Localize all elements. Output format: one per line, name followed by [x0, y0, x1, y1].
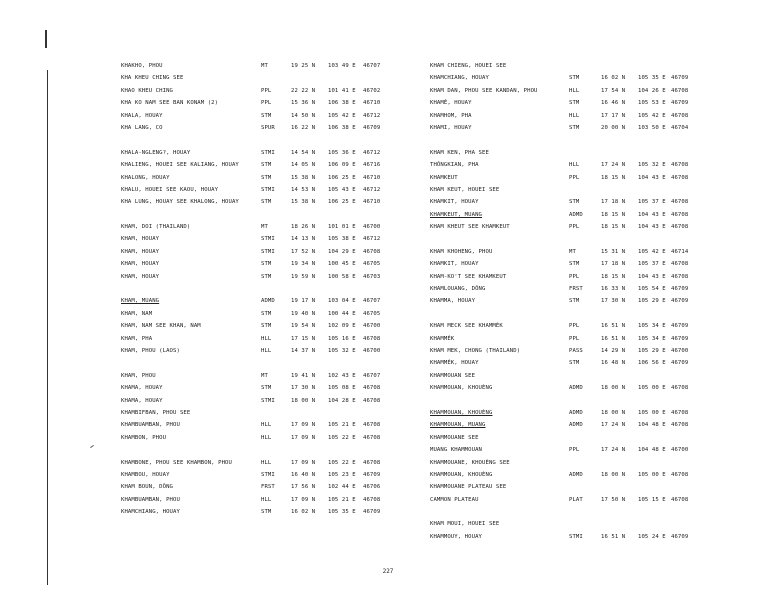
entry-name: KHAMBIFBAN, PHOU SEE [121, 409, 191, 416]
entry-sheet: 46709 [671, 335, 689, 342]
entry-name: KHAMLOUANG, DÔNG [430, 286, 486, 293]
entry-lat: 17 50 N [601, 496, 626, 503]
entry-sheet: 46700 [671, 347, 689, 354]
entry-code: MT [261, 372, 268, 379]
entry-name: KHALA, HOUAY [121, 112, 163, 119]
entry-name: KHA KHEU CHING SEE [121, 75, 184, 82]
entry-lat: 17 30 N [291, 385, 316, 392]
entry-sheet: 46710 [363, 174, 381, 181]
entry-lon: 105 42 E [638, 248, 666, 255]
entry-name: KHAO KHEU CHING [121, 87, 174, 94]
entry-lat: 14 13 N [291, 236, 316, 243]
entry-lat: 17 24 N [601, 447, 626, 454]
entry-code: STM [261, 273, 272, 280]
entry-name: KHA LUNG, HOUAY SEE KHALONG, HOUAY [121, 199, 239, 206]
entry-name: KHAM, HOUAY [121, 273, 160, 280]
entry-lon: 105 24 E [638, 533, 666, 540]
entry-code: ADMD [569, 409, 583, 416]
entry-sheet: 46708 [363, 434, 381, 441]
entry-name: KHAM CHIENG, HOUEI SEE [430, 63, 507, 69]
entry-lon: 105 29 E [638, 347, 666, 354]
entry-lat: 15 36 N [291, 100, 316, 107]
entry-lon: 100 58 E [328, 273, 356, 280]
entry-name: MUANG KHAMMOUAN [430, 447, 483, 454]
entry-code: HLL [261, 335, 272, 342]
entry-lat: 18 15 N [601, 211, 626, 218]
entry-lat: 19 40 N [291, 310, 316, 317]
entry-name: KHAMBUAMBAN, PHOU [121, 422, 180, 429]
entry-name: KHAM DAN, PHOU SEE KANDAN, PHOU [430, 87, 538, 94]
entry-lon: 105 15 E [638, 496, 666, 503]
entry-name: KHAMMOUAN, KHOUÈNG [430, 409, 493, 416]
entry-name: KHAMMA, HOUAY [430, 298, 476, 305]
entry-code: STM [261, 162, 272, 169]
entry-lat: 18 00 N [601, 409, 626, 416]
entry-lon: 104 48 E [638, 422, 666, 429]
entry-name: KHAMHOM, PHA [430, 112, 472, 119]
entry-name: KHAMCHIANG, HOUAY [430, 75, 489, 82]
entry-code: MT [569, 248, 576, 255]
entry-code: STM [261, 310, 272, 317]
entry-lat: 19 59 N [291, 273, 316, 280]
entry-lon: 105 37 E [638, 261, 666, 268]
entry-name: KHAMI, HOUAY [430, 124, 472, 131]
entry-lat: 22 22 N [291, 87, 316, 94]
entry-sheet: 46702 [363, 87, 381, 94]
entry-lon: 104 43 E [638, 174, 666, 181]
entry-lat: 17 17 N [601, 112, 626, 119]
entry-name: KHAMKIT, HOUAY [430, 261, 479, 268]
entry-name: KHAM, HOUAY [121, 236, 160, 243]
entry-sheet: 46705 [363, 310, 381, 317]
entry-code: SPUR [261, 124, 275, 131]
entry-sheet: 46707 [363, 372, 381, 379]
entry-name: KHAMA, HOUAY [121, 397, 163, 404]
entry-lat: 17 18 N [601, 199, 626, 206]
entry-sheet: 46703 [363, 273, 381, 280]
entry-lat: 16 51 N [601, 335, 626, 342]
entry-name: KHAMKEUT, MUANG [430, 211, 483, 218]
entry-name: KHAM BOUN, DÔNG [121, 484, 174, 491]
entry-code: PPL [569, 447, 580, 454]
entry-lon: 104 48 E [638, 447, 666, 454]
entry-code: STMI [261, 186, 275, 193]
entry-lat: 18 00 N [601, 385, 626, 392]
entry-code: STM [569, 360, 580, 367]
entry-name: KHAM KHEUT SEE KHAMKEUT [430, 224, 510, 231]
entry-lon: 105 32 E [328, 347, 356, 354]
entry-lat: 17 54 N [601, 87, 626, 94]
entry-lon: 102 44 E [328, 484, 356, 491]
entry-lat: 20 00 N [601, 124, 626, 131]
entry-code: HLL [261, 459, 272, 466]
entry-sheet: 46706 [363, 484, 381, 491]
entry-name: KHAMBOU, HOUAY [121, 471, 170, 478]
entry-sheet: 46708 [671, 422, 689, 429]
entry-lon: 105 38 E [328, 236, 356, 243]
entry-code: HLL [261, 347, 272, 354]
entry-sheet: 46712 [363, 236, 381, 243]
entry-code: STMI [261, 149, 275, 156]
entry-sheet: 46708 [363, 496, 381, 503]
entry-sheet: 46708 [363, 248, 381, 255]
entry-sheet: 46708 [671, 87, 689, 94]
entry-code: STM [261, 323, 272, 330]
entry-name: KHAM, DOI (THAILAND) [121, 224, 191, 231]
entry-code: HLL [569, 87, 580, 94]
entry-code: MT [261, 63, 268, 69]
entry-lat: 19 54 N [291, 323, 316, 330]
entry-name: KHALA-NGLENG?, HOUAY [121, 149, 191, 156]
entry-name: KHAM MOUI, HOUEI SEE [430, 521, 500, 528]
entry-sheet: 46707 [363, 63, 381, 69]
entry-sheet: 46704 [671, 124, 689, 131]
entry-sheet: 46700 [363, 347, 381, 354]
margin-mark [45, 30, 47, 48]
entry-lat: 14 29 N [601, 347, 626, 354]
entry-code: PPL [569, 335, 580, 342]
entry-code: HLL [261, 496, 272, 503]
entry-code: STMI [569, 533, 583, 540]
entry-name: KHAM, HOUAY [121, 261, 160, 268]
entry-lon: 105 34 E [638, 323, 666, 330]
entry-lat: 14 05 N [291, 162, 316, 169]
entry-lat: 17 09 N [291, 459, 316, 466]
entry-lat: 15 38 N [291, 174, 316, 181]
entry-name: KHAMKIT, HOUAY [430, 199, 479, 206]
entry-name: KHAMMOUANE PLATEAU SEE [430, 484, 507, 491]
entry-lat: 16 51 N [601, 533, 626, 540]
entry-lon: 105 35 E [638, 75, 666, 82]
entry-name: KHAM, PHA [121, 335, 153, 342]
entry-lat: 17 18 N [601, 261, 626, 268]
entry-code: STM [261, 261, 272, 268]
entry-sheet: 46709 [671, 100, 689, 107]
entry-lat: 19 34 N [291, 261, 316, 268]
entry-code: MT [261, 224, 268, 231]
entry-lon: 105 36 E [328, 149, 356, 156]
entry-name: KHAMMOUY, HOUAY [430, 533, 483, 540]
entry-sheet: 46708 [671, 174, 689, 181]
entry-sheet: 46709 [671, 323, 689, 330]
entry-code: STM [569, 298, 580, 305]
entry-lon: 104 26 E [638, 87, 666, 94]
entry-name: KHAMKEUT [430, 174, 458, 181]
entry-lon: 103 04 E [328, 298, 356, 305]
entry-code: PPL [569, 273, 580, 280]
entry-lat: 17 09 N [291, 422, 316, 429]
entry-lon: 101 41 E [328, 87, 356, 94]
entry-lat: 17 24 N [601, 162, 626, 169]
entry-sheet: 46709 [671, 360, 689, 367]
entry-name: KHALU, HOUEI SEE KAOU, HOUAY [121, 186, 219, 193]
entry-sheet: 46712 [363, 186, 381, 193]
entry-sheet: 46708 [671, 273, 689, 280]
entry-code: STMI [261, 471, 275, 478]
entry-name: KHAM KEN, PHA SEE [430, 149, 489, 156]
entry-sheet: 46709 [363, 509, 381, 516]
entry-lon: 105 35 E [328, 509, 356, 516]
entry-sheet: 46700 [671, 447, 689, 454]
entry-code: ADMD [569, 471, 583, 478]
entry-lon: 105 00 E [638, 385, 666, 392]
entry-name: KHAM, PHOU (LAOS) [121, 347, 180, 354]
entry-name: KHAM, NAM [121, 310, 153, 317]
entry-code: STM [569, 75, 580, 82]
entry-name: CAMMON PLATEAU [430, 496, 479, 503]
entry-name: KHAMÊ, HOUAY [430, 100, 472, 107]
entry-lat: 18 15 N [601, 224, 626, 231]
entry-sheet: 46708 [671, 224, 689, 231]
entry-lat: 16 02 N [601, 75, 626, 82]
entry-code: STMI [261, 248, 275, 255]
entry-lon: 105 23 E [328, 471, 356, 478]
entry-lat: 15 38 N [291, 199, 316, 206]
entry-lat: 15 31 N [601, 248, 626, 255]
entry-lat: 14 50 N [291, 112, 316, 119]
page-number: 227 [382, 568, 394, 575]
entry-sheet: 46709 [671, 75, 689, 82]
entry-lon: 102 43 E [328, 372, 356, 379]
entry-name: KHAM, HOUAY [121, 248, 160, 255]
entry-name: KHAMBONE, PHOU SEE KHAMBON, PHOU [121, 459, 232, 466]
entry-lon: 105 00 E [638, 409, 666, 416]
entry-name: KHAMMÉK, HOUAY [430, 360, 479, 367]
entry-code: PPL [569, 174, 580, 181]
entry-name: KHAMMOUANE SEE [430, 434, 479, 441]
entry-name: KHA LANG, CO [121, 124, 163, 131]
entry-name: KHAMA, HOUAY [121, 385, 163, 392]
entry-code: STM [569, 199, 580, 206]
entry-lat: 17 09 N [291, 434, 316, 441]
entry-name: KHAM KEUT, HOUEI SEE [430, 186, 500, 193]
entry-lon: 106 25 E [328, 174, 356, 181]
entry-name: KHAKHO, PHOU [121, 63, 163, 69]
entry-name: THÔNGKIAN, PHA [430, 162, 479, 169]
entry-name: KHAMMOUAN SEE [430, 372, 476, 379]
entry-sheet: 46709 [671, 286, 689, 293]
entry-code: ADMD [569, 422, 583, 429]
entry-sheet: 46708 [671, 496, 689, 503]
entry-code: STM [261, 509, 272, 516]
entry-code: STM [261, 385, 272, 392]
entry-name: KHAM MECK SEE KHAMMÉK [430, 323, 503, 330]
entry-lat: 17 15 N [291, 335, 316, 342]
entry-lon: 105 32 E [638, 162, 666, 169]
entry-sheet: 46709 [671, 298, 689, 305]
entry-lat: 16 22 N [291, 124, 316, 131]
entry-lon: 105 43 E [328, 186, 356, 193]
entry-lon: 104 43 E [638, 273, 666, 280]
entry-lon: 103 49 E [328, 63, 356, 69]
entry-sheet: 46705 [363, 261, 381, 268]
entry-code: HLL [569, 112, 580, 119]
entry-sheet: 46708 [671, 162, 689, 169]
entry-lat: 14 37 N [291, 347, 316, 354]
entry-lon: 105 34 E [638, 335, 666, 342]
entry-lon: 106 25 E [328, 199, 356, 206]
entry-lat: 16 51 N [601, 323, 626, 330]
entry-lon: 105 54 E [638, 286, 666, 293]
entry-name: KHAM, NAM SEE KHAN, NAM [121, 323, 201, 330]
entry-code: STMI [261, 397, 275, 404]
entry-lon: 106 38 E [328, 100, 356, 107]
entry-code: STM [261, 199, 272, 206]
entry-sheet: 46712 [363, 112, 381, 119]
entry-lat: 17 30 N [601, 298, 626, 305]
entry-code: ADMD [261, 298, 275, 305]
entry-lat: 18 00 N [291, 397, 316, 404]
entry-lon: 105 22 E [328, 459, 356, 466]
entry-sheet: 46700 [363, 323, 381, 330]
entry-lon: 105 42 E [328, 112, 356, 119]
entry-sheet: 46708 [671, 112, 689, 119]
entry-lon: 101 01 E [328, 224, 356, 231]
entry-lon: 104 28 E [328, 397, 356, 404]
entry-sheet: 46710 [363, 100, 381, 107]
entry-lat: 17 52 N [291, 248, 316, 255]
entry-lat: 17 24 N [601, 422, 626, 429]
entry-lat: 16 02 N [291, 509, 316, 516]
entry-name: KHAMMÉK [430, 335, 455, 342]
entry-name: KHALIENG, HOUEI SEE KALIANG, HOUAY [121, 162, 239, 169]
entry-sheet: 46710 [363, 199, 381, 206]
entry-code: PPL [261, 100, 272, 107]
entry-code: ADMD [569, 211, 583, 218]
entry-code: PPL [569, 224, 580, 231]
entry-lon: 105 42 E [638, 112, 666, 119]
entry-lat: 19 17 N [291, 298, 316, 305]
entry-name: KHAMMOUAN, KHOUÈNG [430, 385, 493, 392]
entry-code: FRST [569, 286, 583, 293]
entry-lon: 100 44 E [328, 310, 356, 317]
entry-code: PPL [261, 87, 272, 94]
entry-sheet: 46716 [363, 162, 381, 169]
entry-sheet: 46709 [363, 124, 381, 131]
entry-code: STM [261, 112, 272, 119]
entry-lon: 105 53 E [638, 100, 666, 107]
entry-name: KHAMBON, PHOU [121, 434, 167, 441]
entry-lat: 19 41 N [291, 372, 316, 379]
entry-name: KHAMBUAMBAN, PHOU [121, 496, 180, 503]
entry-lat: 16 46 N [601, 100, 626, 107]
entry-lat: 18 15 N [601, 273, 626, 280]
entry-lon: 104 43 E [638, 224, 666, 231]
entry-sheet: 46707 [363, 298, 381, 305]
entry-name: KHAMMOUANE, KHOUÈNG SEE [430, 459, 510, 466]
entry-code: HLL [261, 434, 272, 441]
entry-lon: 106 38 E [328, 124, 356, 131]
entry-lon: 105 29 E [638, 298, 666, 305]
entry-code: STM [261, 174, 272, 181]
entry-sheet: 46708 [363, 422, 381, 429]
entry-lat: 16 33 N [601, 286, 626, 293]
entry-sheet: 46708 [363, 459, 381, 466]
entry-lon: 106 09 E [328, 162, 356, 169]
entry-code: HLL [569, 162, 580, 169]
entry-code: STM [569, 100, 580, 107]
entry-sheet: 46708 [671, 385, 689, 392]
binding-line [47, 70, 48, 585]
entry-name: KHAM-KO'T SEE KHAMKEUT [430, 273, 507, 280]
entry-name: KHAM, MUANG [121, 298, 160, 305]
entry-sheet: 46709 [671, 533, 689, 540]
entry-lat: 17 09 N [291, 496, 316, 503]
entry-lon: 104 43 E [638, 211, 666, 218]
entry-sheet: 46714 [671, 248, 689, 255]
entry-lat: 18 00 N [601, 471, 626, 478]
entry-lat: 14 53 N [291, 186, 316, 193]
entry-name: KHAMMOUAN, MUANG [430, 422, 486, 429]
entry-code: PLAT [569, 496, 583, 503]
entry-lon: 102 09 E [328, 323, 356, 330]
entry-lat: 14 54 N [291, 149, 316, 156]
entry-lat: 16 40 N [291, 471, 316, 478]
entry-name: KHALONG, HOUAY [121, 174, 170, 181]
entry-code: ADMD [569, 385, 583, 392]
entry-lon: 105 08 E [328, 385, 356, 392]
entry-sheet: 46708 [671, 409, 689, 416]
entry-sheet: 46708 [671, 261, 689, 268]
entry-lon: 105 00 E [638, 471, 666, 478]
entry-lon: 105 16 E [328, 335, 356, 342]
entry-lat: 18 26 N [291, 224, 316, 231]
entry-sheet: 46700 [363, 224, 381, 231]
entry-code: FRST [261, 484, 275, 491]
entry-code: PASS [569, 347, 583, 354]
entry-lon: 105 21 E [328, 422, 356, 429]
entry-name: KHAM MEK, CHONG (THAILAND) [430, 347, 521, 354]
entry-lon: 103 50 E [638, 124, 666, 131]
entry-sheet: 46708 [671, 199, 689, 206]
stray-mark [90, 445, 94, 448]
entry-lat: 16 48 N [601, 360, 626, 367]
entry-sheet: 46708 [363, 385, 381, 392]
entry-sheet: 46712 [363, 149, 381, 156]
entry-name: KHAM KHOHENG, PHOU [430, 248, 493, 255]
entry-lon: 104 29 E [328, 248, 356, 255]
entry-name: KHAMMOUAN, KHOUÈNG [430, 471, 493, 478]
entry-lon: 100 45 E [328, 261, 356, 268]
entry-sheet: 46708 [363, 335, 381, 342]
entry-lon: 106 56 E [638, 360, 666, 367]
entry-name: KHAMCHIANG, HOUAY [121, 509, 180, 516]
entry-name: KHAM, PHOU [121, 372, 156, 379]
entry-name: KHA KO NAM SEE BAN KONAM (2) [121, 100, 219, 107]
entry-code: STM [569, 124, 580, 131]
entry-sheet: 46708 [671, 471, 689, 478]
entry-lon: 105 37 E [638, 199, 666, 206]
entry-lat: 18 15 N [601, 174, 626, 181]
entry-sheet: 46708 [671, 211, 689, 218]
entry-lon: 105 21 E [328, 496, 356, 503]
entry-code: PPL [569, 323, 580, 330]
entry-sheet: 46709 [363, 471, 381, 478]
entry-lon: 105 22 E [328, 434, 356, 441]
entry-sheet: 46708 [363, 397, 381, 404]
entry-code: HLL [261, 422, 272, 429]
entry-lat: 17 56 N [291, 484, 316, 491]
entry-lat: 19 25 N [291, 63, 316, 69]
entry-code: STMI [261, 236, 275, 243]
entry-code: STM [569, 261, 580, 268]
